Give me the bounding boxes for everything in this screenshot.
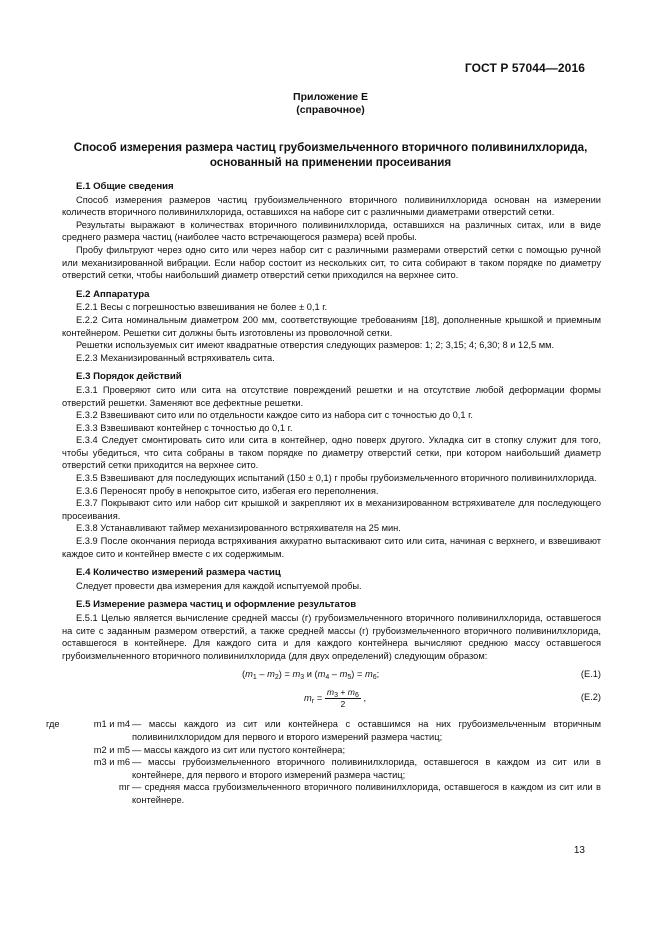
paragraph: Е.3.2 Взвешивают сито или по отдельности каждое сито из набора сит с точностью до 0,1 г. — [76, 410, 473, 421]
paragraph: Е.3.1 Проверяют сито или сита на отсутствие повреждений решетки и на отсутствие любой деформации формы отверстий решетки. Заменяют все дефектные решетки. — [62, 384, 601, 408]
paragraph: Е.3.9 После окончания периода встряхивания аккуратно вытаскивают сито или сита, начиная с верхнего, и взвешивают каждое сито и контейнер вместе с их содержимым. — [62, 536, 601, 559]
where-list — [46, 718, 601, 806]
where-desc: — средняя масса грубоизмельченного вторичного поливинилхлорида, оставшегося в каждом из сит или в контейнере. — [132, 782, 601, 805]
paragraph: Е.5.1 Целью является вычисление средней массы (г) грубоизмельченного вторичного поливинилхлорида, оставшегося на сите с заданным размером отверстий, а также средней массы (г) грубоизмельченного вторичного поливинилхлорида, оставшегося в контейнере. Для каждого сита и для каждого контейнера вычисляют среднюю массу оставшегося грубоизмельченного вторичного поливинилхлорида (для двух определений) следующим образом: — [62, 613, 601, 661]
where-desc: — массы каждого из сит или контейнера с оставшимся на них грубоизмельченным вторичным поливинилхлоридом для первого и второго измерений размера частиц; — [132, 719, 601, 742]
section-e1 — [62, 181, 601, 282]
where-word: где — [46, 719, 60, 730]
where-label: m2 и m5 — [93, 744, 130, 755]
where-label: m3 и m6 — [93, 757, 130, 768]
equation-e2 — [62, 686, 601, 718]
standard-number: ГОСТ Р 57044—2016 — [464, 61, 585, 75]
annex-title-line1: Способ измерения размера частиц грубоизмельченного вторичного поливинилхлорида, — [73, 141, 588, 154]
section-e4 — [62, 567, 601, 592]
paragraph: Е.3.4 Следует смонтировать сито или сита в контейнер, одно поверх другого. Укладка сит в стопку служит для того, чтобы убедиться, что сита собраны в таком порядке по диаметру отверстий сетки, при котором наибольший диаметр отверстий сетки приходится на верхнее сито. — [62, 435, 601, 471]
section-heading: Е.4 Количество измерений размера частиц — [76, 567, 281, 579]
paragraph: Способ измерения размеров частиц грубоизмельченного вторичного поливинилхлорида основан на измерении количеств вторичного поливинилхлорида, оставшихся на наборе сит с различными диаметрами отверстий сетки. — [62, 194, 601, 218]
where-label: m1 и m4 — [93, 719, 130, 730]
paragraph: Следует провести два измерения для каждой испытуемой пробы. — [76, 580, 362, 591]
where-item — [62, 781, 601, 806]
paragraph: Решетки используемых сит имеют квадратные отверстия следующих размеров: 1; 2; 3,15; 4; 6,30; 8 и 12,5 мм. — [76, 340, 555, 351]
section-e3 — [62, 371, 601, 560]
section-heading: Е.5 Измерение размера частиц и оформление результатов — [76, 599, 357, 611]
section-e5 — [62, 599, 601, 662]
paragraph: Е.3.8 Устанавливают таймер механизированного встряхивателя на 25 мин. — [76, 523, 401, 534]
where-desc: — массы грубоизмельченного вторичного поливинилхлорида, оставшегося в каждом из сит или в контейнере, для первого и второго измерений размера частиц; — [132, 757, 601, 780]
paragraph: Е.2.1 Весы с погрешностью взвешивания не более ± 0,1 г. — [76, 302, 328, 313]
where-desc: — массы каждого из сит или пустого контейнера; — [132, 744, 346, 755]
paragraph: Е.2.3 Механизированный встряхиватель сита. — [76, 352, 275, 363]
equation-e1-number: (Е.1) — [580, 669, 601, 680]
equation-e2-number: (Е.2) — [580, 692, 601, 703]
paragraph: Е.3.5 Взвешивают для последующих испытаний (150 ± 0,1) г пробы грубоизмельченного вторичного поливинилхлорида. — [76, 473, 597, 484]
paragraph: Пробу фильтруют через одно сито или через набор сит с различными размерами отверстий сетки с помощью ручной или механизированной вибрации. Если набор состоит из нескольких сит, то сита собирают в таком порядке по диаметру отверстий сетки, чтобы наибольший диаметр отверстий сетки приходился на верхнее сито. — [62, 244, 601, 281]
section-e2 — [62, 289, 601, 365]
paragraph: Е.3.3 Взвешивают контейнер с точностью до 0,1 г. — [76, 422, 293, 433]
where-label: mг — [118, 782, 130, 793]
equation-and-word: и — [306, 669, 312, 680]
document-body — [46, 181, 601, 807]
equation-e2-formula: $m_г$ = $\frac{m_3 + m_6}{2}$ , — [304, 687, 367, 710]
annex-title-line2: основанный на применении просеивания — [209, 156, 452, 169]
paragraph: Е.2.2 Сита номинальным диаметром 200 мм, соответствующие требованиям [18], дополненные крышкой и приемным контейнером. Решетки сит должны быть изготовлены из проволочной сетки. — [62, 314, 601, 338]
paragraph: Результаты выражают в количествах вторичного поливинилхлорида, оставшихся на различных ситах, или в виде среднего размера частиц (наиболее часто встречающегося размера) всей пробы. — [62, 219, 601, 243]
where-item — [46, 718, 601, 743]
section-heading: Е.1 Общие сведения — [76, 181, 174, 192]
equation-e1 — [62, 666, 601, 682]
section-heading: Е.2 Аппаратура — [76, 288, 150, 300]
where-item — [62, 744, 601, 757]
annex-label: Приложение Е — [293, 91, 368, 103]
section-heading: Е.3 Порядок действий — [76, 371, 182, 383]
paragraph: Е.3.6 Переносят пробу в непокрытое сито, избегая его переполнения. — [76, 485, 379, 496]
annex-type: (справочное) — [296, 104, 365, 116]
paragraph: Е.3.7 Покрывают сито или набор сит крышкой и закрепляют их в механизированном встряхивателе для последующего просеивания. — [62, 498, 601, 521]
where-item — [62, 756, 601, 781]
page-number: 13 — [573, 845, 585, 856]
equation-e1-formula: $(m_1 - m_2) = m_3$ и $(m_4 - m_5) = m_6$; — [242, 669, 380, 682]
